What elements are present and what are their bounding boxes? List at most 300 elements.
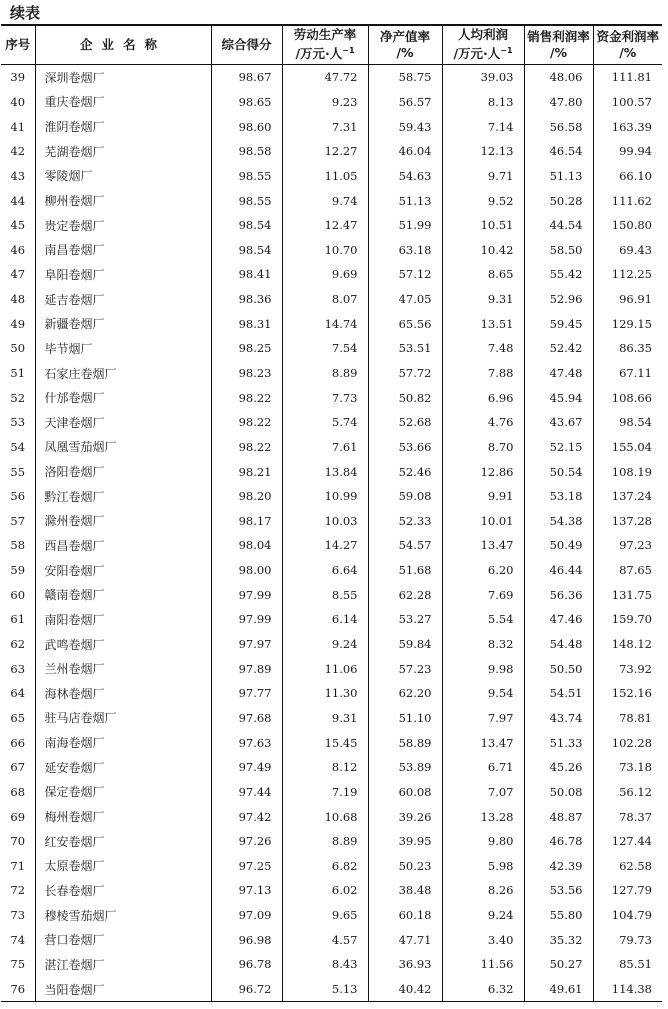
cell-index: 58 — [10, 538, 26, 553]
cell-score: 98.22 — [211, 410, 282, 435]
cell-sales-margin: 45.94 — [524, 385, 593, 410]
cell-sales-margin: 45.26 — [524, 755, 593, 780]
table-row — [1, 139, 662, 164]
cell-name: 驻马店卷烟厂 — [35, 706, 211, 731]
cell-name: 新疆卷烟厂 — [35, 311, 211, 336]
cell-net-value-rate: 47.71 — [368, 927, 442, 952]
cell-score: 98.00 — [211, 558, 282, 583]
cell-sales-margin: 50.08 — [524, 780, 593, 805]
cell-labor-productivity: 5.74 — [282, 410, 368, 435]
cell-net-value-rate: 56.57 — [368, 90, 442, 115]
table-row — [1, 854, 662, 879]
cell-sales-margin: 46.78 — [524, 829, 593, 854]
cell-net-value-rate: 59.84 — [368, 632, 442, 657]
cell-labor-productivity: 6.82 — [282, 854, 368, 879]
cell-index: 70 — [10, 834, 26, 849]
cell-score: 98.54 — [211, 237, 282, 262]
cell-profit-per-capita: 8.26 — [442, 878, 524, 903]
cell-score: 97.89 — [211, 656, 282, 681]
header-row — [1, 25, 662, 65]
cell-sales-margin: 47.48 — [524, 361, 593, 386]
cell-index: 63 — [10, 661, 26, 676]
cell-index: 44 — [10, 193, 26, 208]
cell-capital-margin: 98.54 — [593, 410, 662, 435]
cell-index: 50 — [10, 341, 26, 356]
cell-index: 69 — [10, 809, 26, 824]
table-caption: 续表 — [10, 4, 41, 22]
cell-name: 什邡卷烟厂 — [35, 385, 211, 410]
cell-sales-margin: 53.18 — [524, 484, 593, 509]
table-row — [1, 361, 662, 386]
cell-net-value-rate: 51.10 — [368, 706, 442, 731]
cell-net-value-rate: 53.66 — [368, 435, 442, 460]
cell-name: 黔江卷烟厂 — [35, 484, 211, 509]
cell-index: 41 — [10, 119, 26, 134]
cell-net-value-rate: 47.05 — [368, 287, 442, 312]
cell-profit-per-capita: 9.71 — [442, 164, 524, 189]
header-profit-line2: /万元·人 — [453, 46, 501, 62]
cell-score: 98.22 — [211, 385, 282, 410]
cell-index: 74 — [10, 932, 26, 947]
cell-name: 重庆卷烟厂 — [35, 90, 211, 115]
cell-sales-margin: 52.15 — [524, 435, 593, 460]
cell-name: 兰州卷烟厂 — [35, 656, 211, 681]
cell-name: 洛阳卷烟厂 — [35, 459, 211, 484]
cell-score: 97.77 — [211, 681, 282, 706]
cell-profit-per-capita: 6.96 — [442, 385, 524, 410]
table-row — [1, 903, 662, 928]
cell-net-value-rate: 52.68 — [368, 410, 442, 435]
cell-score: 98.31 — [211, 311, 282, 336]
table-row — [1, 114, 662, 139]
cell-score: 98.65 — [211, 90, 282, 115]
cell-score: 97.99 — [211, 582, 282, 607]
cell-profit-per-capita: 13.51 — [442, 311, 524, 336]
cell-name: 天津卷烟厂 — [35, 410, 211, 435]
cell-net-value-rate: 51.68 — [368, 558, 442, 583]
cell-score: 97.63 — [211, 730, 282, 755]
cell-profit-per-capita: 6.32 — [442, 977, 524, 1002]
cell-index: 64 — [10, 686, 26, 701]
cell-labor-productivity: 13.84 — [282, 459, 368, 484]
cell-sales-margin: 46.54 — [524, 139, 593, 164]
table-row — [1, 952, 662, 977]
cell-capital-margin: 127.44 — [593, 829, 662, 854]
cell-net-value-rate: 59.08 — [368, 484, 442, 509]
cell-capital-margin: 102.28 — [593, 730, 662, 755]
cell-name: 当阳卷烟厂 — [35, 977, 211, 1002]
cell-net-value-rate: 57.12 — [368, 262, 442, 287]
cell-profit-per-capita: 8.65 — [442, 262, 524, 287]
cell-profit-per-capita: 12.86 — [442, 459, 524, 484]
cell-profit-per-capita: 9.31 — [442, 287, 524, 312]
cell-net-value-rate: 54.57 — [368, 533, 442, 558]
cell-score: 98.22 — [211, 435, 282, 460]
cell-labor-productivity: 7.54 — [282, 336, 368, 361]
cell-labor-productivity: 9.74 — [282, 188, 368, 213]
cell-index: 76 — [1, 977, 35, 1002]
cell-labor-productivity: 10.99 — [282, 484, 368, 509]
cell-net-value-rate: 53.27 — [368, 607, 442, 632]
header-labor-productivity — [282, 25, 368, 65]
cell-capital-margin: 104.79 — [593, 903, 662, 928]
cell-score: 97.42 — [211, 804, 282, 829]
cell-sales-margin: 47.46 — [524, 607, 593, 632]
cell-index: 62 — [10, 637, 26, 652]
cell-labor-productivity: 10.70 — [282, 237, 368, 262]
cell-net-value-rate: 57.72 — [368, 361, 442, 386]
cell-name: 石家庄卷烟厂 — [35, 361, 211, 386]
cell-sales-margin: 48.06 — [524, 65, 593, 90]
cell-net-value-rate: 38.48 — [368, 878, 442, 903]
cell-profit-per-capita: 7.14 — [442, 114, 524, 139]
cell-profit-per-capita: 7.48 — [442, 336, 524, 361]
table-row — [1, 311, 662, 336]
table-row — [1, 582, 662, 607]
header-index: 序号 — [1, 25, 35, 65]
header-net-value-line1: 净产值率 — [379, 29, 430, 44]
cell-profit-per-capita: 10.42 — [442, 237, 524, 262]
cell-sales-margin: 54.51 — [524, 681, 593, 706]
cell-index: 46 — [10, 242, 26, 257]
cell-name: 西昌卷烟厂 — [35, 533, 211, 558]
cell-name: 南海卷烟厂 — [35, 730, 211, 755]
cell-index: 60 — [10, 587, 26, 602]
cell-sales-margin: 55.80 — [524, 903, 593, 928]
header-labor-line1: 劳动生产率 — [293, 27, 357, 43]
cell-sales-margin: 50.54 — [524, 459, 593, 484]
cell-labor-productivity: 14.27 — [282, 533, 368, 558]
cell-net-value-rate: 51.13 — [368, 188, 442, 213]
cell-sales-margin: 58.50 — [524, 237, 593, 262]
cell-profit-per-capita: 9.24 — [442, 903, 524, 928]
cell-capital-margin: 163.39 — [593, 114, 662, 139]
table-row — [1, 336, 662, 361]
header-capital-line1: 资金利润率 — [596, 29, 659, 44]
cell-capital-margin: 100.57 — [593, 90, 662, 115]
cell-score: 98.20 — [211, 484, 282, 509]
table-row — [1, 237, 662, 262]
table-row — [1, 780, 662, 805]
cell-capital-margin: 148.12 — [593, 632, 662, 657]
cell-profit-per-capita: 4.76 — [442, 410, 524, 435]
cell-index: 53 — [10, 415, 26, 430]
cell-index: 73 — [10, 908, 26, 923]
cell-net-value-rate: 58.89 — [368, 730, 442, 755]
cell-capital-margin: 85.51 — [593, 952, 662, 977]
cell-index: 75 — [10, 957, 26, 972]
header-labor-line2: /万元·人 — [295, 46, 343, 62]
cell-labor-productivity: 9.23 — [282, 90, 368, 115]
cell-score: 98.67 — [211, 65, 282, 90]
cell-labor-productivity: 8.89 — [282, 361, 368, 386]
cell-net-value-rate: 63.18 — [368, 237, 442, 262]
cell-labor-productivity: 11.30 — [282, 681, 368, 706]
table-row — [1, 509, 662, 534]
cell-profit-per-capita: 7.69 — [442, 582, 524, 607]
cell-sales-margin: 52.42 — [524, 336, 593, 361]
header-profit-line1: 人均利润 — [457, 27, 508, 43]
cell-capital-margin: 127.79 — [593, 878, 662, 903]
table-row — [1, 459, 662, 484]
cell-name: 毕节烟厂 — [35, 336, 211, 361]
cell-profit-per-capita: 13.47 — [442, 730, 524, 755]
cell-sales-margin: 46.44 — [524, 558, 593, 583]
cell-labor-productivity: 10.68 — [282, 804, 368, 829]
cell-capital-margin: 86.35 — [593, 336, 662, 361]
table-row — [1, 755, 662, 780]
cell-labor-productivity: 10.03 — [282, 509, 368, 534]
cell-index: 52 — [10, 390, 26, 405]
cell-score: 97.68 — [211, 706, 282, 731]
cell-labor-productivity: 47.72 — [282, 65, 368, 90]
cell-capital-margin: 66.10 — [593, 164, 662, 189]
cell-profit-per-capita: 7.97 — [442, 706, 524, 731]
table-row — [1, 706, 662, 731]
cell-capital-margin: 79.73 — [593, 927, 662, 952]
cell-sales-margin: 54.48 — [524, 632, 593, 657]
cell-sales-margin: 43.74 — [524, 706, 593, 731]
cell-profit-per-capita: 9.54 — [442, 681, 524, 706]
cell-index: 67 — [10, 760, 26, 775]
header-name: 企业名称 — [35, 25, 211, 65]
cell-profit-per-capita: 13.47 — [442, 533, 524, 558]
cell-name: 贵定卷烟厂 — [35, 213, 211, 238]
table-row — [1, 927, 662, 952]
cell-labor-productivity: 5.13 — [282, 977, 368, 1002]
cell-profit-per-capita: 10.01 — [442, 509, 524, 534]
cell-sales-margin: 50.27 — [524, 952, 593, 977]
cell-sales-margin: 50.50 — [524, 656, 593, 681]
cell-capital-margin: 129.15 — [593, 311, 662, 336]
table-row — [1, 656, 662, 681]
cell-index: 54 — [10, 439, 26, 454]
cell-profit-per-capita: 13.28 — [442, 804, 524, 829]
table-row — [1, 262, 662, 287]
cell-name: 凤凰雪茄烟厂 — [35, 435, 211, 460]
cell-sales-margin: 54.38 — [524, 509, 593, 534]
cell-name: 武鸣卷烟厂 — [35, 632, 211, 657]
cell-index: 55 — [10, 464, 26, 479]
table-row — [1, 164, 662, 189]
header-sales-profit-margin — [524, 25, 593, 65]
cell-capital-margin: 111.81 — [593, 65, 662, 90]
cell-capital-margin: 73.92 — [593, 656, 662, 681]
cell-labor-productivity: 7.19 — [282, 780, 368, 805]
cell-score: 96.98 — [211, 927, 282, 952]
table-row — [1, 977, 662, 1002]
cell-net-value-rate: 60.18 — [368, 903, 442, 928]
cell-score: 98.25 — [211, 336, 282, 361]
cell-score: 97.97 — [211, 632, 282, 657]
cell-profit-per-capita: 6.20 — [442, 558, 524, 583]
cell-capital-margin: 150.80 — [593, 213, 662, 238]
cell-name: 芜湖卷烟厂 — [35, 139, 211, 164]
cell-name: 淮阴卷烟厂 — [35, 114, 211, 139]
cell-labor-productivity: 9.31 — [282, 706, 368, 731]
table-row — [1, 287, 662, 312]
cell-index: 56 — [10, 489, 26, 504]
cell-profit-per-capita: 3.40 — [442, 927, 524, 952]
header-profit-per-capita — [442, 25, 524, 65]
cell-profit-per-capita: 7.88 — [442, 361, 524, 386]
cell-net-value-rate: 59.43 — [368, 114, 442, 139]
header-sales-line2: /% — [549, 45, 568, 60]
cell-name: 营口卷烟厂 — [35, 927, 211, 952]
cell-profit-per-capita: 10.51 — [442, 213, 524, 238]
cell-name: 红安卷烟厂 — [35, 829, 211, 854]
cell-score: 97.13 — [211, 878, 282, 903]
cell-net-value-rate: 60.08 — [368, 780, 442, 805]
cell-sales-margin: 44.54 — [524, 213, 593, 238]
table-row — [1, 632, 662, 657]
cell-profit-per-capita: 9.52 — [442, 188, 524, 213]
cell-labor-productivity: 11.05 — [282, 164, 368, 189]
cell-capital-margin: 87.65 — [593, 558, 662, 583]
cell-labor-productivity: 12.47 — [282, 213, 368, 238]
cell-labor-productivity: 8.43 — [282, 952, 368, 977]
table-row — [1, 533, 662, 558]
cell-profit-per-capita: 11.56 — [442, 952, 524, 977]
cell-score: 98.36 — [211, 287, 282, 312]
cell-capital-margin: 99.94 — [593, 139, 662, 164]
enterprise-ranking-table — [1, 24, 662, 1002]
cell-capital-margin: 155.04 — [593, 435, 662, 460]
cell-capital-margin: 73.18 — [593, 755, 662, 780]
cell-name: 安阳卷烟厂 — [35, 558, 211, 583]
cell-net-value-rate: 46.04 — [368, 139, 442, 164]
cell-labor-productivity: 9.69 — [282, 262, 368, 287]
cell-labor-productivity: 8.89 — [282, 829, 368, 854]
cell-score: 98.60 — [211, 114, 282, 139]
cell-capital-margin: 137.24 — [593, 484, 662, 509]
cell-score: 98.55 — [211, 188, 282, 213]
cell-index: 39 — [10, 70, 26, 85]
cell-net-value-rate: 62.28 — [368, 582, 442, 607]
cell-score: 98.41 — [211, 262, 282, 287]
cell-score: 96.78 — [211, 952, 282, 977]
cell-labor-productivity: 7.61 — [282, 435, 368, 460]
table-row — [1, 804, 662, 829]
cell-labor-productivity: 8.55 — [282, 582, 368, 607]
cell-profit-per-capita: 7.07 — [442, 780, 524, 805]
cell-name: 赣南卷烟厂 — [35, 582, 211, 607]
table-row — [1, 558, 662, 583]
cell-index: 59 — [10, 563, 26, 578]
cell-net-value-rate: 52.46 — [368, 459, 442, 484]
cell-name: 南阳卷烟厂 — [35, 607, 211, 632]
cell-sales-margin: 47.80 — [524, 90, 593, 115]
cell-index: 61 — [10, 612, 26, 627]
table-body — [1, 65, 662, 1002]
table-row — [1, 188, 662, 213]
cell-name: 湛江卷烟厂 — [35, 952, 211, 977]
cell-score: 98.23 — [211, 361, 282, 386]
cell-index: 42 — [10, 144, 26, 159]
cell-score: 97.26 — [211, 829, 282, 854]
header-sales-line1: 销售利润率 — [527, 29, 590, 44]
cell-labor-productivity: 6.02 — [282, 878, 368, 903]
header-score: 综合得分 — [211, 25, 282, 65]
cell-net-value-rate: 40.42 — [368, 977, 442, 1002]
cell-sales-margin: 35.32 — [524, 927, 593, 952]
cell-net-value-rate: 58.75 — [368, 65, 442, 90]
cell-score: 97.25 — [211, 854, 282, 879]
table-row — [1, 435, 662, 460]
table-row — [1, 410, 662, 435]
cell-labor-productivity: 9.65 — [282, 903, 368, 928]
cell-capital-margin: 114.38 — [593, 977, 662, 1002]
cell-net-value-rate: 57.23 — [368, 656, 442, 681]
cell-profit-per-capita: 5.98 — [442, 854, 524, 879]
cell-net-value-rate: 39.26 — [368, 804, 442, 829]
table-row — [1, 681, 662, 706]
cell-score: 98.04 — [211, 533, 282, 558]
cell-score: 97.49 — [211, 755, 282, 780]
cell-capital-margin: 152.16 — [593, 681, 662, 706]
cell-score: 98.21 — [211, 459, 282, 484]
header-capital-profit-margin — [593, 25, 662, 65]
table-row — [1, 730, 662, 755]
cell-net-value-rate: 53.89 — [368, 755, 442, 780]
header-net-value-line2: /% — [396, 45, 414, 60]
table-row — [1, 829, 662, 854]
cell-name: 阜阳卷烟厂 — [35, 262, 211, 287]
cell-labor-productivity: 8.12 — [282, 755, 368, 780]
header-profit-line2-wrap — [443, 43, 524, 62]
cell-sales-margin: 50.49 — [524, 533, 593, 558]
cell-sales-margin: 49.61 — [524, 977, 593, 1002]
cell-net-value-rate: 51.99 — [368, 213, 442, 238]
cell-profit-per-capita: 9.91 — [442, 484, 524, 509]
header-capital-line2: /% — [619, 45, 637, 60]
cell-index: 48 — [10, 292, 26, 307]
cell-labor-productivity: 11.06 — [282, 656, 368, 681]
cell-capital-margin: 69.43 — [593, 237, 662, 262]
cell-name: 延吉卷烟厂 — [35, 287, 211, 312]
cell-sales-margin: 48.87 — [524, 804, 593, 829]
cell-capital-margin: 67.11 — [593, 361, 662, 386]
cell-index: 57 — [10, 513, 26, 528]
cell-score: 97.09 — [211, 903, 282, 928]
cell-net-value-rate: 50.82 — [368, 385, 442, 410]
header-net-value-rate — [368, 25, 442, 65]
cell-net-value-rate: 39.95 — [368, 829, 442, 854]
table-row — [1, 213, 662, 238]
header-profit-sup: −1 — [500, 46, 513, 56]
cell-sales-margin: 50.28 — [524, 188, 593, 213]
cell-index: 45 — [10, 218, 26, 233]
cell-labor-productivity: 7.73 — [282, 385, 368, 410]
cell-index: 40 — [10, 94, 26, 109]
header-labor-sup: −1 — [342, 46, 355, 56]
cell-capital-margin: 78.37 — [593, 804, 662, 829]
cell-profit-per-capita: 9.98 — [442, 656, 524, 681]
cell-capital-margin: 112.25 — [593, 262, 662, 287]
table-row — [1, 65, 662, 90]
cell-labor-productivity: 6.14 — [282, 607, 368, 632]
table-row — [1, 90, 662, 115]
cell-profit-per-capita: 8.13 — [442, 90, 524, 115]
cell-score: 98.58 — [211, 139, 282, 164]
cell-labor-productivity: 12.27 — [282, 139, 368, 164]
cell-name: 保定卷烟厂 — [35, 780, 211, 805]
cell-name: 零陵烟厂 — [35, 164, 211, 189]
cell-sales-margin: 55.42 — [524, 262, 593, 287]
cell-index: 49 — [10, 316, 26, 331]
cell-sales-margin: 42.39 — [524, 854, 593, 879]
cell-sales-margin: 52.96 — [524, 287, 593, 312]
